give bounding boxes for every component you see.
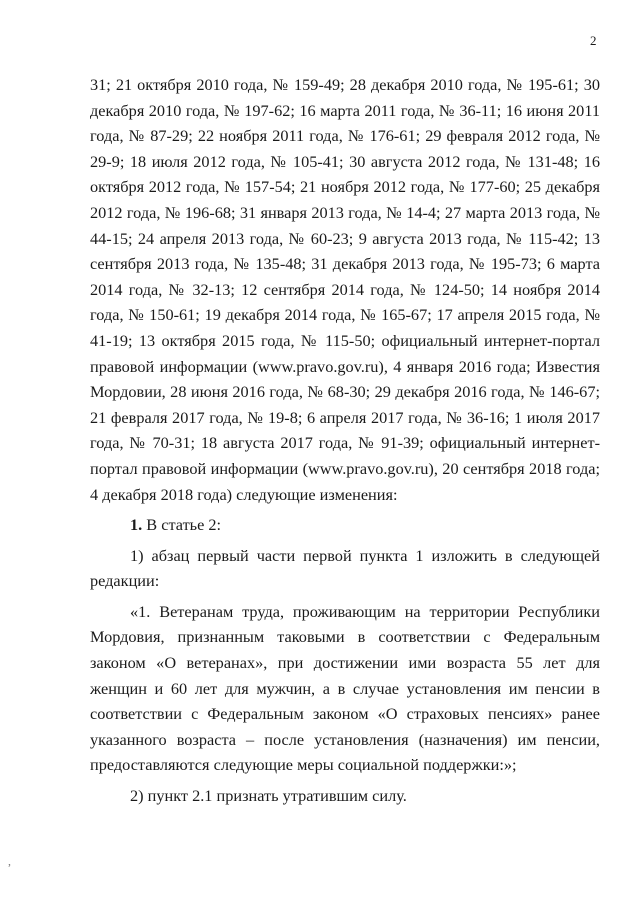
page-number: 2 bbox=[590, 33, 597, 48]
paragraph-subitem-1: 1) абзац первый части первой пункта 1 изложить в следующей редакции: bbox=[90, 545, 600, 591]
paragraph-subitem-2: 2) пункт 2.1 признать утратившим силу. bbox=[130, 786, 407, 806]
item-number: 1. bbox=[130, 515, 143, 535]
paragraph-article-2 bbox=[90, 512, 600, 538]
document-body bbox=[90, 72, 600, 809]
paragraph-article-2-text: В статье 2: bbox=[142, 515, 222, 535]
margin-mark: , bbox=[8, 854, 11, 868]
paragraph-new-wording: «1. Ветеранам труда, проживающим на территории Республики Мордовия, признанным таковыми в соответствии с Федеральным законом «О ветеранах», при достижении ими возраста 55 лет для женщин и 60 лет для мужчин, а в случае установления им пенсии в соответствии с Федеральным законом «О страховых пенсиях» ранее указанного возраста – после установления (назначения) им пенсии, предоставляются следующие меры социальной поддержки:»; bbox=[90, 601, 600, 775]
paragraph-amendment-sources: 31; 21 октября 2010 года, № 159-49; 28 декабря 2010 года, № 195-61; 30 декабря 2010 года, № 197-62; 16 марта 2011 года, № 36-11; 16 июня 2011 года, № 87-29; 22 ноября 2011 года, № 176-61; 29 февраля 2012 года, № 29-9; 18 июля 2012 года, № 105-41; 30 августа 2012 года, № 131-48; 16 октября 2012 года, № 157-54; 21 ноября 2012 года, № 177-60; 25 декабря 2012 года, № 196-68; 31 января 2013 года, № 14-4; 27 марта 2013 года, № 44-15; 24 апреля 2013 года, № 60-23; 9 августа 2013 года, № 115-42; 13 сентября 2013 года, № 135-48; 31 декабря 2013 года, № 195-73; 6 марта 2014 года, № 32-13; 12 сентября 2014 года, № 124-50; 14 ноября 2014 года, № 150-61; 19 декабря 2014 года, № 165-67; 17 апреля 2015 года, № 41-19; 13 октября 2015 года, № 115-50; официальный интернет-портал правовой информации (www.pravo.gov.ru), 4 января 2016 года; Известия Мордовии, 28 июня 2016 года, № 68-30; 29 декабря 2016 года, № 146-67; 21 февраля 2017 года, № 19-8; 6 апреля 2017 года, № 36-16; 1 июля 2017 года, № 70-31; 18 августа 2017 года, № 91-39; официальный интернет-портал правовой информации (www.pravo.gov.ru), 20 сентября 2018 года; 4 декабря 2018 года) следующие изменения: bbox=[90, 75, 600, 504]
